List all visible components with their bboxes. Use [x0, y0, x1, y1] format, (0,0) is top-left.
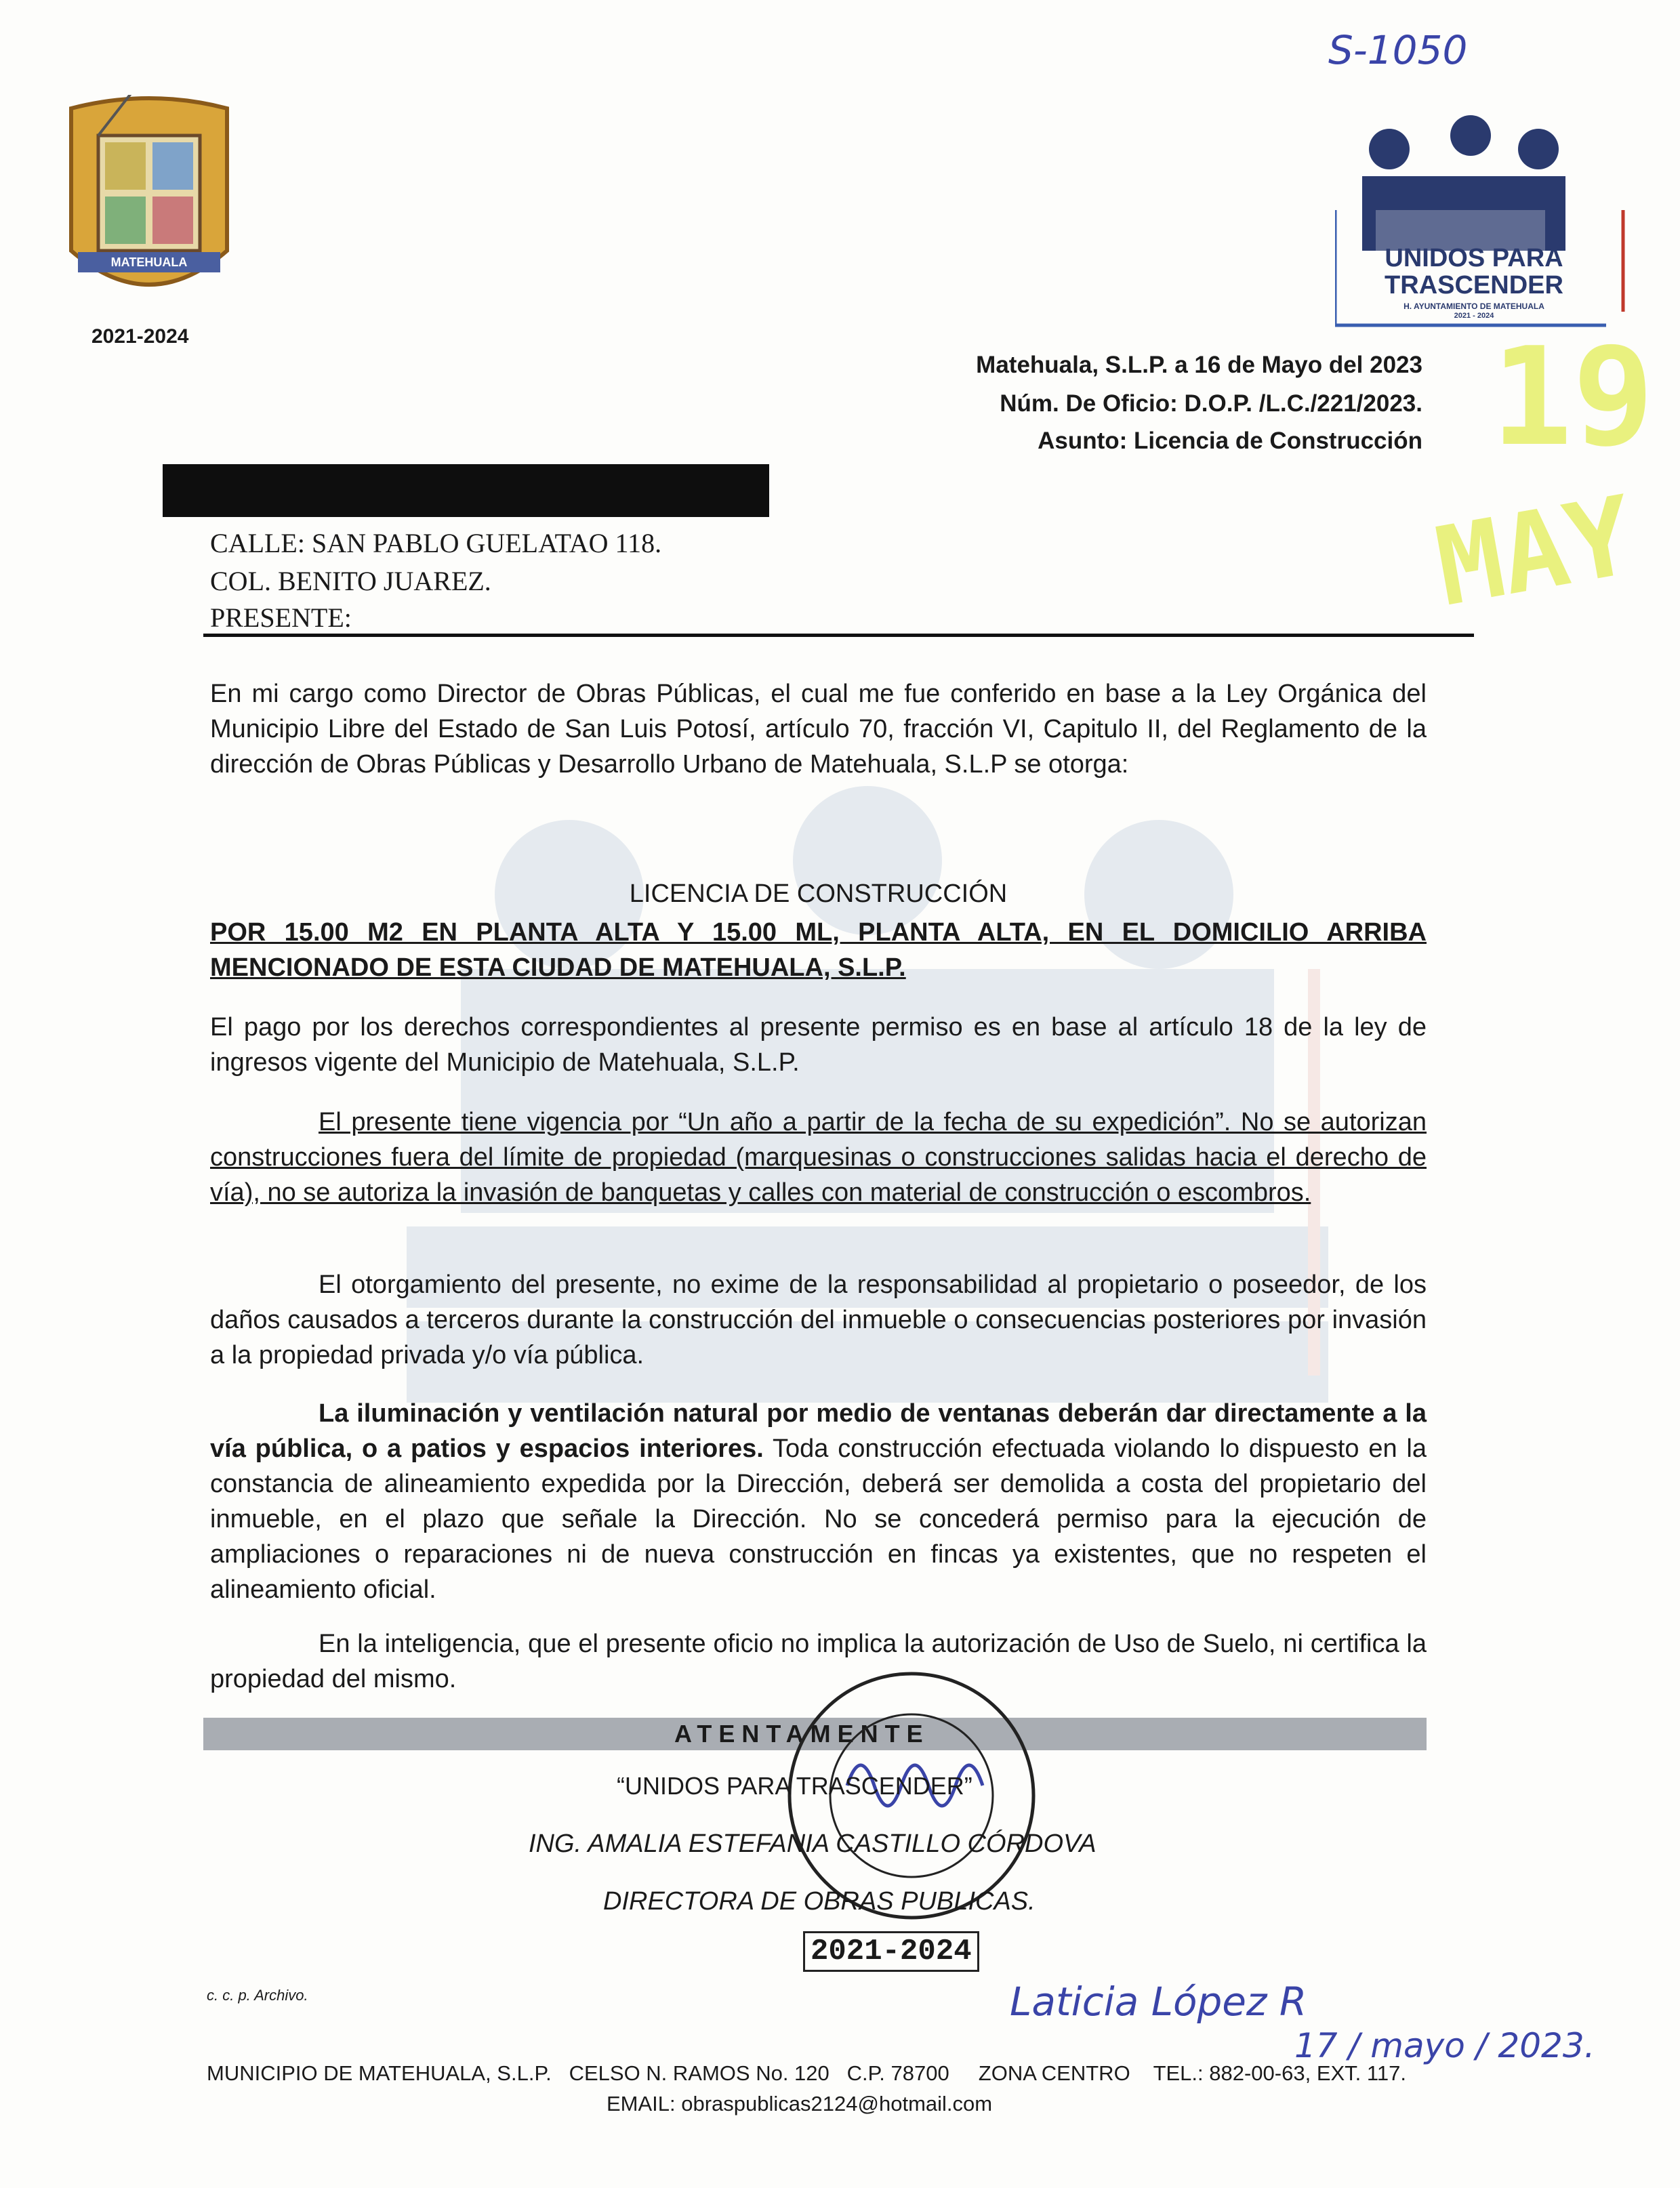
lighting-paragraph [210, 1396, 1427, 1607]
license-title: LICENCIA DE CONSTRUCCIÓN [629, 880, 1008, 908]
place-and-date: Matehuala, S.L.P. a 16 de Mayo del 2023 [976, 352, 1422, 378]
validity-paragraph [210, 1105, 1427, 1210]
subject-line: Asunto: Licencia de Construcción [1038, 428, 1422, 454]
land-use-text: En la inteligencia, que el presente oficio no implica la autorización de Uso de Suelo, ni certifica la propiedad del mismo. [210, 1630, 1427, 1693]
logo-title-line-2: TRASCENDER [1385, 271, 1563, 300]
validity-text: El presente tiene vigencia por “Un año a partir de la fecha de su expedición”. No se autorizan construcciones fuera del límite de propiedad (marquesinas o construcciones salidas hacia el derecho de vía), no se autoriza la invasión de banquetas y calles con material de construcción o escombros. [210, 1108, 1427, 1207]
signatory-role: DIRECTORA DE OBRAS PUBLICAS. [603, 1887, 1036, 1916]
handwritten-receiver-name: Laticia López R [1010, 1979, 1307, 2025]
logo-title-line-1: UNIDOS PARA [1385, 244, 1563, 272]
footer-email: EMAIL: obraspublicas2124@hotmail.com [607, 2092, 993, 2115]
handwritten-receipt-date: 17 / mayo / 2023. [1294, 2026, 1595, 2065]
received-date-stamp [1427, 318, 1660, 637]
redacted-recipient-name [163, 464, 769, 517]
unidos-para-trascender-logo [1335, 115, 1626, 339]
stamp-day: 19 [1491, 318, 1654, 476]
copy-to: c. c. p. Archivo. [207, 1987, 308, 2004]
signatory-name: ING. AMALIA ESTEFANIA CASTILLO CÓRDOVA [529, 1830, 1097, 1858]
motto: “UNIDOS PARA TRASCENDER” [617, 1772, 972, 1800]
recipient-presente: PRESENTE: [210, 602, 352, 633]
seal-years-box: 2021-2024 [803, 1931, 979, 1972]
liability-text: El otorgamiento del presente, no exime de la responsabilidad al propietario o poseedor, de los daños causados a terceros durante la construcción del inmueble o consecuencias posteriores por invasión a la propiedad privada y/o vía pública. [210, 1271, 1427, 1369]
lighting-bold-text: La iluminación y ventilación natural por medio de ventanas deberán dar directamente a la vía pública, o a patios y espacios interiores. [210, 1399, 1427, 1463]
stamp-month: MAY [1427, 472, 1643, 631]
handwritten-reference-number: S-1050 [1328, 27, 1468, 73]
oficio-number: Núm. De Oficio: D.O.P. /L.C./221/2023. [1000, 390, 1422, 417]
closing-text: ATENTAMENTE [674, 1720, 930, 1748]
intro-paragraph: En mi cargo como Director de Obras Públicas, el cual me fue conferido en base a la Ley Orgánica del Municipio Libre del Estado de San Luis Potosí, artículo 70, fracción VI, Capitulo II, del Reglamento de la dirección de Obras Públicas y Desarrollo Urbano de Matehuala, S.L.P se otorga: [210, 680, 1427, 779]
logo-years: 2021 - 2024 [1454, 312, 1494, 320]
footer-address: MUNICIPIO DE MATEHUALA, S.L.P. CELSO N. RAMOS No. 120 C.P. 78700 ZONA CENTRO TEL.: 882-00-63, EXT. 117. [207, 2061, 1406, 2085]
lighting-rest-text: Toda construcción efectuada violando lo dispuesto en la constancia de alineamiento expedida por la Dirección, deberá ser demolida a costa del propietario del inmueble, en el plazo que señale la Dirección. No se concederá permiso para la ejecución de ampliaciones o reparaciones ni de nueva construcción en fincas ya existentes, que no respeten el alineamiento oficial. [210, 1434, 1427, 1604]
license-detail: POR 15.00 M2 EN PLANTA ALTA Y 15.00 ML, PLANTA ALTA, EN EL DOMICILIO ARRIBA MENCIONADO DE ESTA CIUDAD DE MATEHUALA, S.L.P. [210, 918, 1427, 982]
liability-paragraph [210, 1267, 1427, 1373]
recipient-street: CALLE: SAN PABLO GUELATAO 118. [210, 528, 662, 558]
recipient-colony: COL. BENITO JUAREZ. [210, 566, 491, 596]
payment-paragraph: El pago por los derechos correspondientes al presente permiso es en base al artículo 18 de la ley de ingresos vigente del Municipio de Matehuala, S.L.P. [210, 1013, 1427, 1077]
logo-subtitle: H. AYUNTAMIENTO DE MATEHUALA [1404, 302, 1544, 311]
municipal-shield-logo [58, 95, 241, 318]
period-label: 2021-2024 [91, 325, 189, 348]
shield-label: MATEHUALA [110, 255, 188, 269]
recipient-divider [203, 634, 1474, 637]
